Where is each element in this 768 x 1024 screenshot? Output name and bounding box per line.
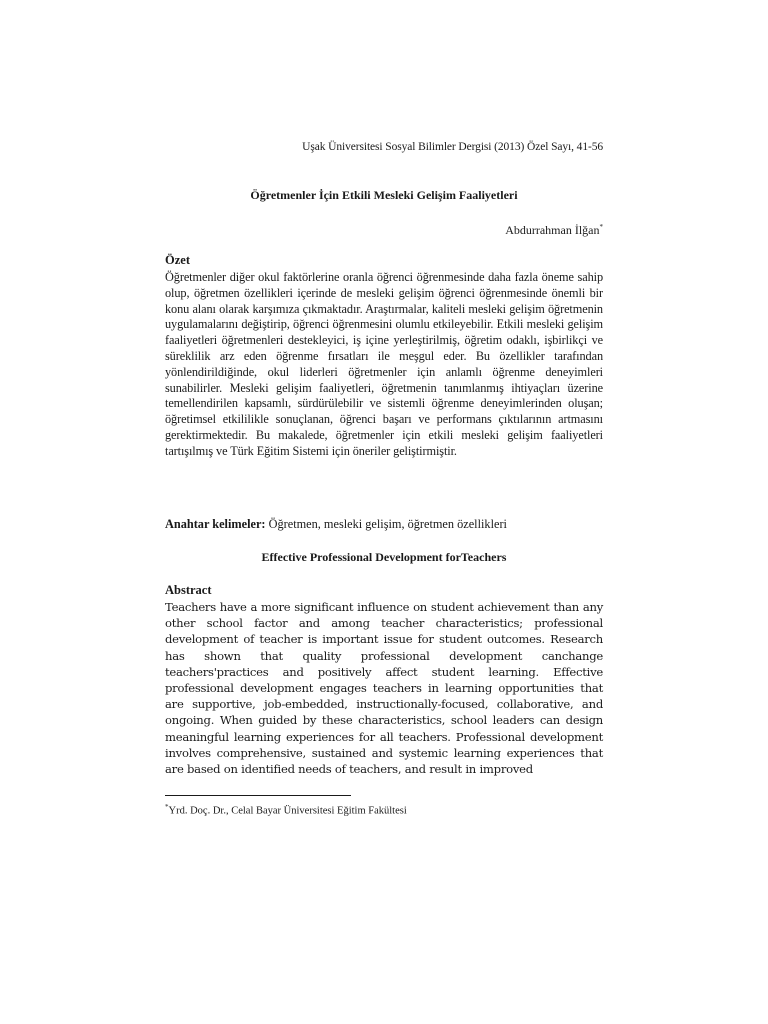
journal-citation: Uşak Üniversitesi Sosyal Bilimler Dergisi (2013) Özel Sayı, 41-56 — [302, 141, 603, 153]
paper-title-english: Effective Professional Development forTeachers — [261, 550, 507, 564]
keywords-label: Anahtar kelimeler: — [165, 517, 266, 531]
paper-title-turkish: Öğretmenler İçin Etkili Mesleki Gelişim Faaliyetleri — [250, 188, 518, 202]
footnote — [165, 803, 407, 817]
author-line — [505, 223, 603, 238]
abstract-en-heading: Abstract — [165, 583, 212, 597]
keywords-value: Öğretmen, mesleki gelişim, öğretmen özellikleri — [268, 517, 507, 531]
footnote-marker: * — [165, 803, 169, 811]
keywords-line — [165, 517, 603, 532]
abstract-en-text: Teachers have a more significant influence on student achievement than any other school factor and among teacher characteristics; professional development of teacher is important issue for student outcomes. Research has shown that quality professional development canchange teachers'practices and positively affect student learning. Effective professional development engages teachers in learning opportunities that are supportive, job-embedded, instructionally-focused, collaborative, and ongoing. When guided by these characteristics, school leaders can design meaningful learning experiences for all teachers. Professional development involves comprehensive, sustained and systemic learning experiences that are based on identified needs of teachers, and result in improved — [165, 600, 603, 777]
author-name: Abdurrahman İlğan — [505, 223, 600, 237]
footnote-text: Yrd. Doç. Dr., Celal Bayar Üniversitesi Eğitim Fakültesi — [168, 805, 407, 817]
abstract-tr-text: Öğretmenler diğer okul faktörlerine oranla öğrenci öğrenmesinde daha fazla öneme sahip olup, öğretmen özellikleri içerinde de mesleki gelişim öğrenci öğrenmesinde önemli bir konu alanı olarak karşımıza çıkmaktadır. Araştırmalar, kaliteli mesleki gelişim öğretmenin uygulamalarını değiştirip, öğrenci öğrenmesini olumlu etkileyebilir. Etkili mesleki gelişim faaliyetleri öğretmenleri destekleyici, iş içine yerleştirilmiş, öğretim odaklı, işbirlikçi ve süreklilik arz eden öğrenme fırsatları ile meşgul eder. Bu özellikler tarafından yönlendirildiğinde, okul liderleri öğretmenler için anlamlı öğrenme deneyimleri sunabilirler. Mesleki gelişim faaliyetleri, öğretmenin tanımlanmış ihtiyaçları üzerine temellendirilen kapsamlı, sürdürülebilir ve sistemli öğrenme deneyimlerinden oluşan; öğretimsel etkililikle sonuçlanan, öğrenci başarı ve performans çıktılarının artmasını gerektirmektedir. Bu makalede, öğretmenler için etkili mesleki gelişim faaliyetleri tartışılmış ve Türk Eğitim Sistemi için öneriler geliştirmiştir. — [165, 270, 603, 458]
abstract-tr-heading: Özet — [165, 253, 190, 267]
author-footnote-marker: * — [599, 223, 603, 231]
footnote-divider — [165, 795, 351, 796]
